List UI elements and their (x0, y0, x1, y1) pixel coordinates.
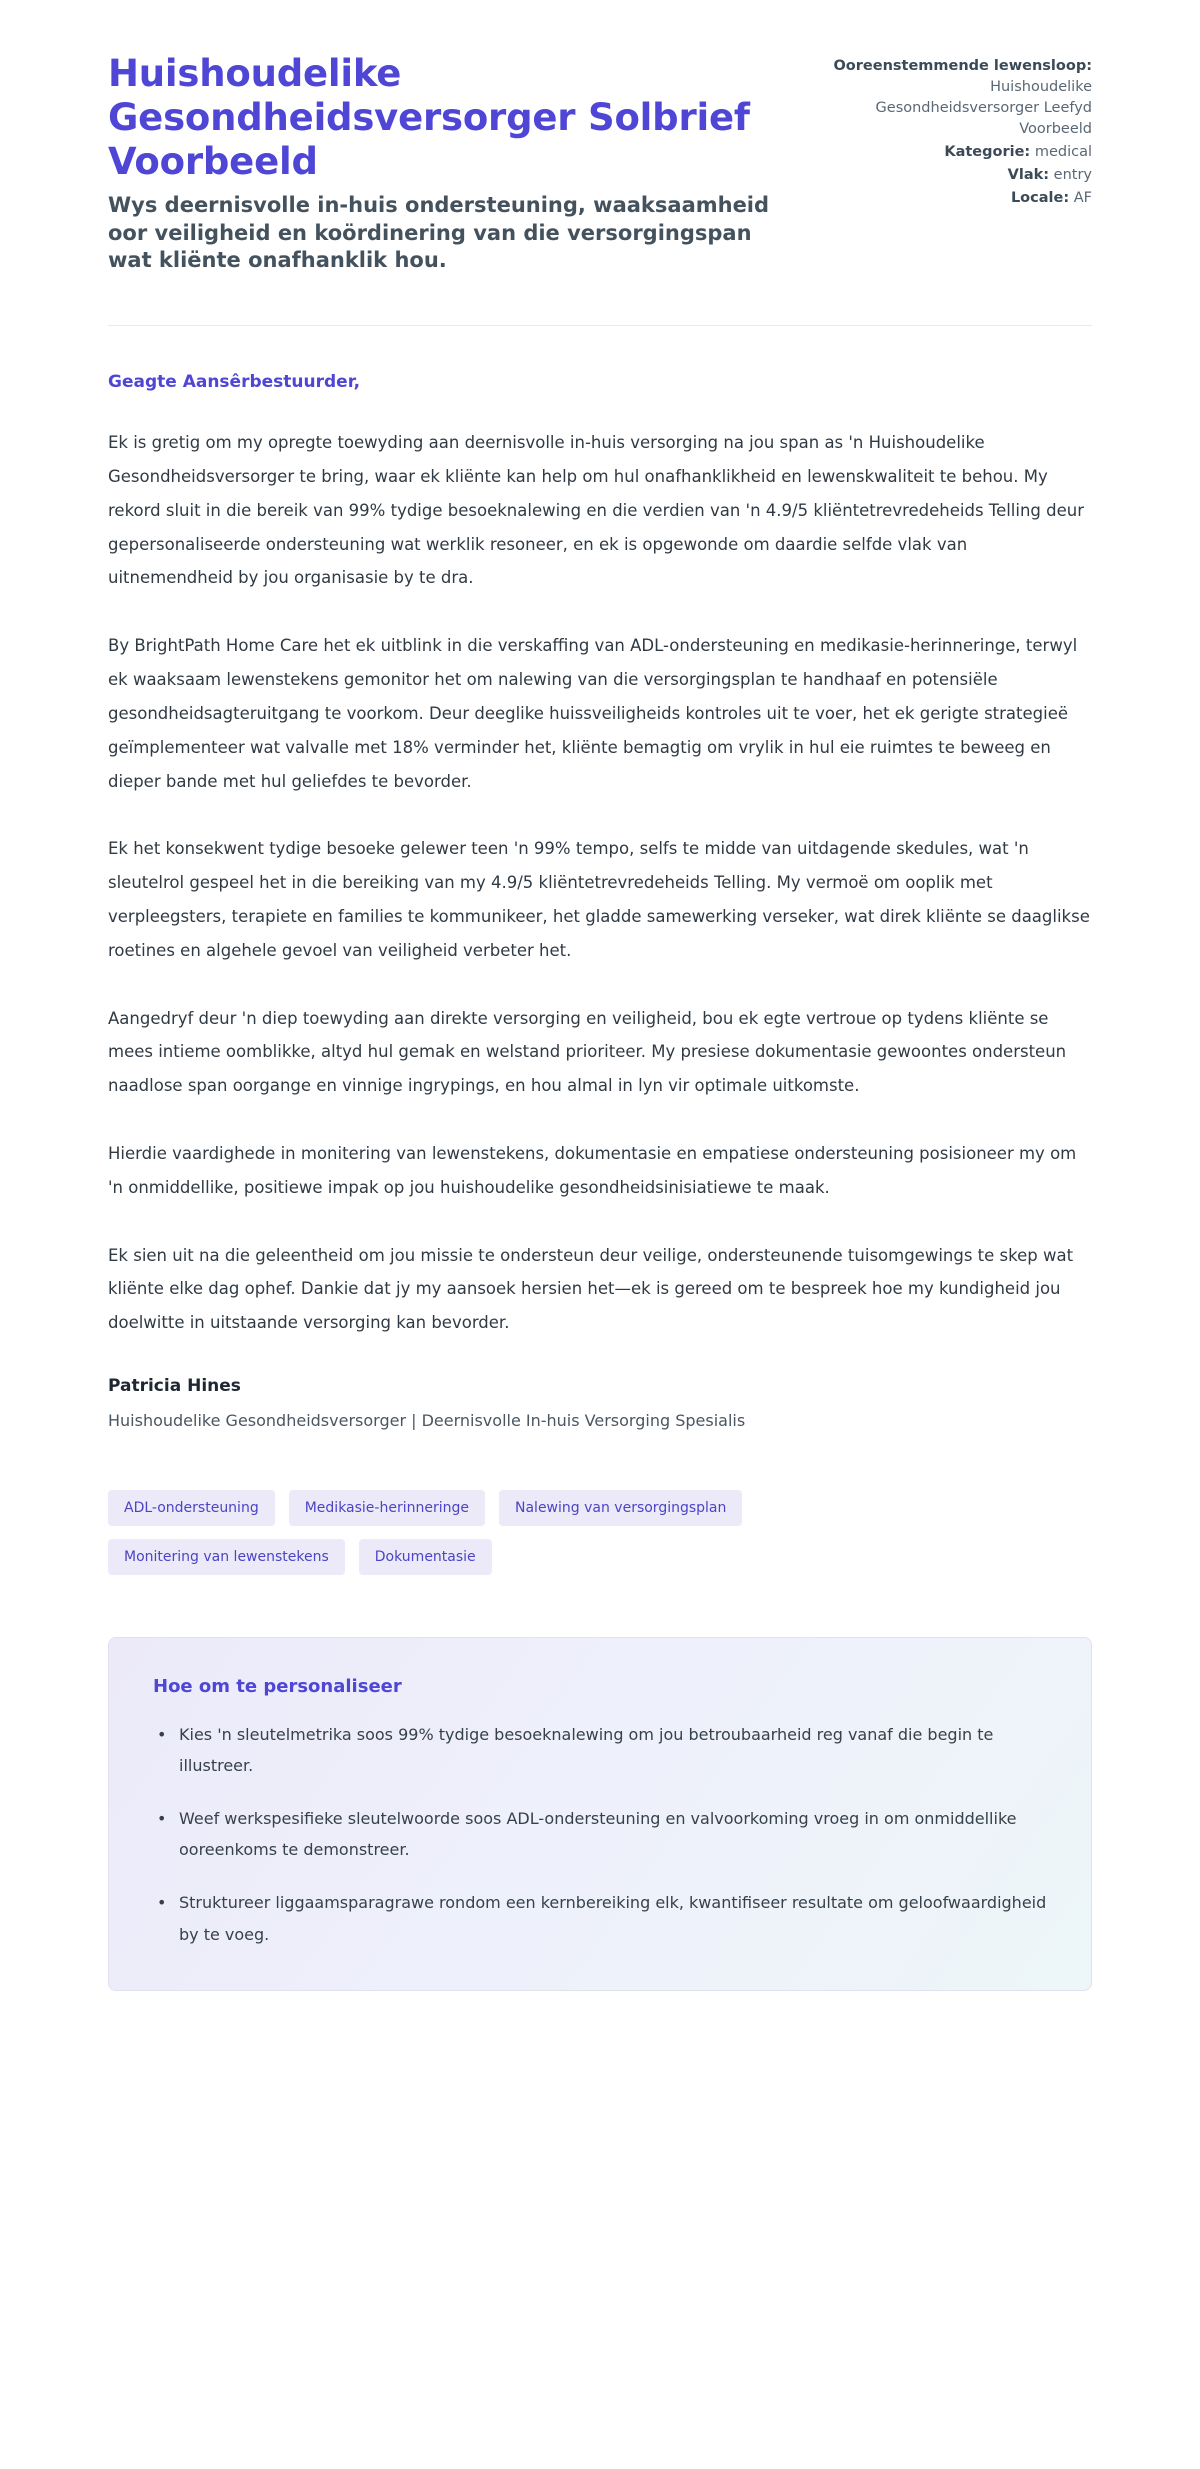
bullet-icon: • (157, 1724, 167, 1744)
skill-tag[interactable]: Dokumentasie (359, 1539, 492, 1575)
skill-tag[interactable]: Monitering van lewenstekens (108, 1539, 345, 1575)
letter-salutation: Geagte Aansêrbestuurder, (108, 372, 361, 393)
metadata-level-label: Vlak: (1007, 167, 1050, 184)
signature-role: Huishoudelike Gesondheidsversorger | Deernisvolle In-huis Versorging Spesialis (108, 1411, 746, 1431)
metadata-locale-value: AF (1073, 190, 1092, 207)
header-title-block (108, 52, 782, 275)
tip-text: Weef werkspesifieke sleutelwoorde soos ADL-ondersteuning en valvoorkoming vroeg in om onmiddellike ooreenkoms te demonstreer. (179, 1809, 1017, 1860)
letter-paragraph: Ek sien uit na die geleentheid om jou missie te ondersteun deur veilige, ondersteunende tuisomgewings te skep wat kliënte elke dag ophef. Dankie dat jy my aansoek hersien het—ek is gereed om te bespreek hoe my kundigheid jou doelwitte in uitstaande versorging kan bevorder. (108, 1245, 1074, 1333)
metadata-resume-label: Ooreenstemmende lewensloop: (833, 58, 1092, 74)
letter-paragraph: Hierdie vaardighede in monitering van lewenstekens, dokumentasie en empatiese ondersteuning posisioneer my om 'n onmiddellike, positiewe impak op jou huishoudelike gesondheidsinisiatiewe te maak. (108, 1144, 1077, 1197)
metadata-matching-resume (822, 56, 1092, 140)
letter-paragraph: By BrightPath Home Care het ek uitblink in die verskaffing van ADL-ondersteuning en medikasie-herinneringe, terwyl ek waaksaam lewenstekens gemonitor het om nalewing van die versorgingsplan te handhaaf en potensiële gesondheidsagteruitgang te voorkom. Deur deeglike huissveiligheids kontroles uit te voer, het ek gerigte strategieë geïmplementeer wat valvalle met 18% verminder het, kliënte bemagtig om vrylik in hul eie ruimtes te beweeg en dieper bande met hul geliefdes te bevorder. (108, 636, 1078, 791)
skill-tag[interactable]: ADL-ondersteuning (108, 1490, 275, 1526)
document-header (108, 52, 1092, 275)
bullet-icon: • (157, 1893, 167, 1913)
skill-tag[interactable]: Medikasie-herinneringe (289, 1490, 485, 1526)
page-subtitle: Wys deernisvolle in-huis ondersteuning, waaksaamheid oor veiligheid en koördinering van die versorgingspan wat kliënte onafhanklik hou. (108, 193, 770, 273)
metadata-level (822, 165, 1092, 186)
tip-text: Struktureer liggaamsparagrawe rondom een kernbereiking elk, kwantifiseer resultate om geloofwaardigheid by te voeg. (179, 1893, 1047, 1944)
tip-list-item (153, 1719, 1047, 1781)
signature-name: Patricia Hines (108, 1376, 241, 1397)
metadata-category-label: Kategorie: (944, 144, 1031, 161)
page-title: Huishoudelike Gesondheidsversorger Solbrief Voorbeeld (108, 52, 750, 184)
tip-text: Kies 'n sleutelmetrika soos 99% tydige besoeknalewing om jou betroubaarheid reg vanaf die begin te illustreer. (179, 1724, 994, 1775)
signature-block (108, 1376, 1092, 1434)
metadata-level-value: entry (1053, 167, 1092, 184)
bullet-icon: • (157, 1809, 167, 1829)
tip-list-item (153, 1887, 1047, 1949)
metadata-category-value: medical (1034, 144, 1092, 161)
tips-title: Hoe om te personaliseer (153, 1675, 402, 1697)
metadata-category (822, 142, 1092, 163)
metadata-locale (822, 188, 1092, 209)
tips-list (153, 1719, 1047, 1950)
skill-tag-list (108, 1490, 908, 1575)
tip-list-item (153, 1803, 1047, 1865)
metadata-locale-label: Locale: (1010, 190, 1070, 207)
letter-paragraph: Ek het konsekwent tydige besoeke gelewer teen 'n 99% tempo, selfs te midde van uitdagende skedules, wat 'n sleutelrol gespeel het in die bereiking van my 4.9/5 kliëntetrevredeheids Telling. My vermoë om ooplik met verpleegsters, terapiete en families te kommunikeer, het gladde samewerking verseker, wat direk kliënte se daaglikse roetines en algehele gevoel van veiligheid verbeter het. (108, 839, 1090, 960)
personalization-tips-callout (108, 1637, 1092, 1991)
skill-tag[interactable]: Nalewing van versorgingsplan (499, 1490, 742, 1526)
letter-paragraph: Ek is gretig om my opregte toewyding aan deernisvolle in-huis versorging na jou span as 'n Huishoudelike Gesondheidsversorger te bring, waar ek kliënte kan help om hul onafhanklikheid en lewenskwaliteit te behou. My rekord sluit in die bereik van 99% tydige besoeknalewing en die verdien van 'n 4.9/5 kliëntetrevredeheids Telling deur gepersonaliseerde ondersteuning wat werklik resoneer, en ek is opgewonde om daardie selfde vlak van uitnemendheid by jou organisasie by te dra. (108, 433, 1085, 588)
letter-paragraph: Aangedryf deur 'n diep toewyding aan direkte versorging en veiligheid, bou ek egte vertroue op tydens kliënte se mees intieme oomblikke, altyd hul gemak en welstand prioriteer. My presiese dokumentasie gewoontes ondersteun naadlose span oorgange en vinnige ingrypings, en hou almal in lyn vir optimale uitkomste. (108, 1008, 1067, 1096)
document-metadata (822, 52, 1092, 211)
metadata-resume-value: Huishoudelike Gesondheidsversorger Leefyd Voorbeeld (875, 79, 1092, 138)
letter-body (108, 326, 1092, 1433)
